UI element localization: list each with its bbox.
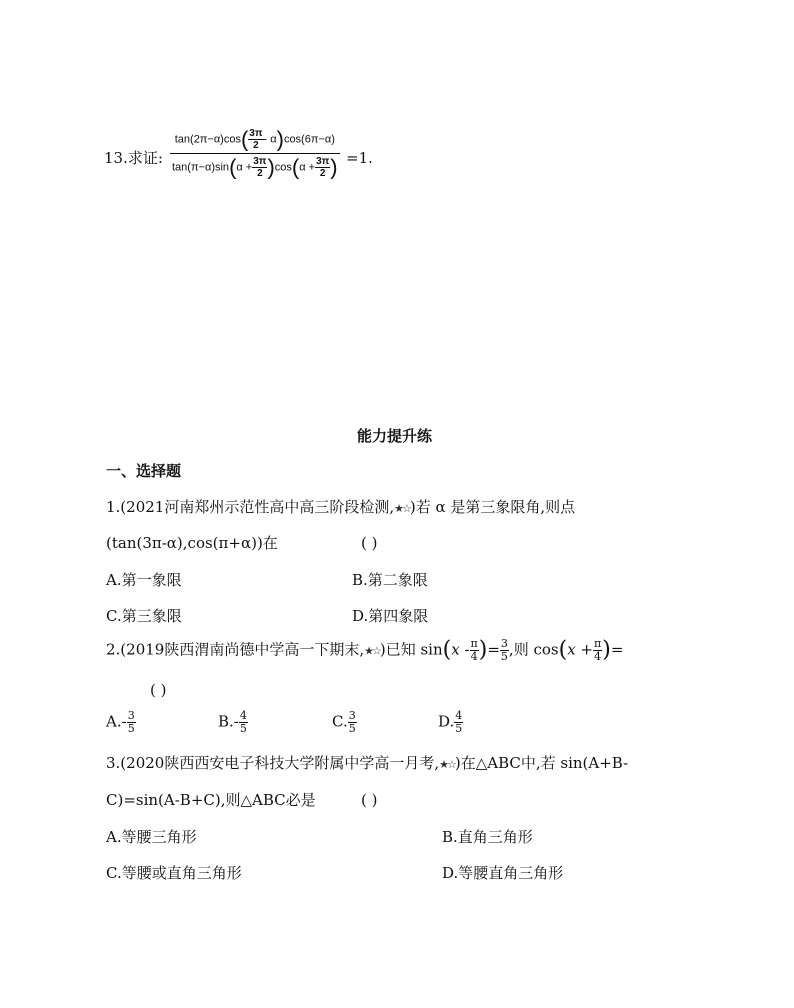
q1-answer-blank: ( ) <box>361 534 378 552</box>
q1-line-2 <box>106 533 278 553</box>
q3-source: 3.(2020陕西西安电子科技大学附属中学高一月考, <box>106 754 440 772</box>
q1-option-a: A.第一象限 <box>106 571 182 589</box>
option-frac <box>454 710 463 735</box>
paren: ) <box>267 154 275 180</box>
q1-line-1 <box>106 497 575 519</box>
q1-stem: )若 α 是第三象限角,则点 <box>409 498 576 516</box>
q2-expr-2: x + <box>567 640 593 659</box>
frac-num: 3 <box>500 637 508 650</box>
q2-expr-1: x - <box>451 640 470 659</box>
num-part-3: cos(6π−α) <box>283 133 335 146</box>
q3-stem: )在△ABC中,若 sin(A+B- <box>454 754 629 772</box>
paren: ) <box>276 126 284 152</box>
option-letter: D. <box>438 712 455 731</box>
frac-num: 3π <box>253 156 267 167</box>
difficulty-star-icon: ★☆ <box>364 644 380 658</box>
equals: = <box>487 640 500 659</box>
num-part-1: tan(2π−α)cos <box>174 133 241 146</box>
sign: - <box>233 712 239 731</box>
den-part-4: α + <box>299 161 316 174</box>
den-frac-1 <box>252 156 267 179</box>
frac-num: π <box>470 637 478 650</box>
q3-option-d: D.等腰直角三角形 <box>442 864 564 882</box>
q3-answer-blank: ( ) <box>361 791 378 809</box>
den-part-1: tan(π−α)sin <box>172 161 230 174</box>
den-frac-2 <box>315 156 330 179</box>
q2-stem-mid: ,则 cos <box>508 640 559 659</box>
frac-num: 3 <box>127 709 135 722</box>
q2-line-1 <box>106 638 623 663</box>
difficulty-star-icon: ★☆ <box>439 758 455 771</box>
option-frac <box>127 710 136 735</box>
num-frac <box>248 128 263 151</box>
problem-13-rhs: =1. <box>346 149 373 167</box>
q3-line-2 <box>106 790 316 810</box>
q2-frac-3 <box>593 638 602 663</box>
frac-den: 5 <box>500 650 508 663</box>
option-letter: C. <box>332 712 348 731</box>
paren: ) <box>478 637 488 663</box>
q1-option-d: D.第四象限 <box>352 607 429 625</box>
q1-stem-2: (tan(3π-α),cos(π+α))在 <box>106 534 278 552</box>
option-letter: B. <box>218 712 234 731</box>
section-title: 能力提升练 <box>357 427 433 445</box>
q3-option-b: B.直角三角形 <box>442 828 533 846</box>
problem-13-label: 13.求证: <box>104 149 163 167</box>
q2-option-a <box>106 710 136 735</box>
num-part-2: - α <box>263 133 277 146</box>
frac-num: 4 <box>239 709 247 722</box>
big-fraction <box>170 128 340 179</box>
q2-option-c <box>332 710 357 735</box>
q1-option-c: C.第三象限 <box>106 607 182 625</box>
subsection-heading: 一、选择题 <box>106 462 182 480</box>
option-letter: A. <box>106 712 122 731</box>
frac-num: π <box>593 637 602 650</box>
option-frac <box>239 710 248 735</box>
equals: = <box>610 640 624 659</box>
option-frac <box>348 710 357 735</box>
paren: ( <box>291 154 300 180</box>
frac-den: 2 <box>253 140 259 151</box>
q3-line-1 <box>106 753 628 775</box>
q3-option-a: A.等腰三角形 <box>106 828 197 846</box>
q2-frac-1 <box>470 638 479 663</box>
paren: ( <box>442 637 452 663</box>
paren: ( <box>229 154 237 180</box>
frac-den: 2 <box>319 168 326 179</box>
numerator <box>170 128 340 154</box>
paren: ( <box>240 126 249 152</box>
frac-num: 3π <box>249 128 263 139</box>
q2-source: 2.(2019陕西渭南尚德中学高一下期末, <box>106 640 365 659</box>
problem-13 <box>104 148 163 168</box>
frac-den: 5 <box>239 722 247 735</box>
frac-den: 5 <box>348 722 356 735</box>
paren: ) <box>330 154 338 180</box>
paren: ) <box>602 637 611 663</box>
frac-den: 5 <box>455 722 463 735</box>
den-part-3: cos <box>274 161 292 174</box>
den-part-2: α + <box>236 161 253 174</box>
problem-13-fraction <box>170 128 340 179</box>
q2-option-b <box>218 710 248 735</box>
frac-num: 3π <box>316 156 330 167</box>
paren: ( <box>558 637 568 663</box>
q2-answer-blank: ( ) <box>150 681 167 699</box>
q2-stem: )已知 sin <box>379 640 443 659</box>
q3-option-c: C.等腰或直角三角形 <box>106 864 242 882</box>
difficulty-star-icon: ★☆ <box>394 502 410 515</box>
frac-den: 4 <box>470 650 478 663</box>
q2-option-d <box>438 710 463 735</box>
frac-den: 2 <box>257 168 263 179</box>
frac-num: 3 <box>348 709 356 722</box>
q1-option-b: B.第二象限 <box>352 571 428 589</box>
sign: - <box>121 712 127 731</box>
q2-frac-2 <box>500 638 509 663</box>
frac-den: 4 <box>594 650 602 663</box>
q3-stem-2: C)=sin(A-B+C),则△ABC必是 <box>106 791 316 809</box>
frac-den: 5 <box>127 722 135 735</box>
denominator <box>170 154 340 179</box>
q1-source: 1.(2021河南郑州示范性高中高三阶段检测, <box>106 498 395 516</box>
frac-num: 4 <box>455 709 463 722</box>
